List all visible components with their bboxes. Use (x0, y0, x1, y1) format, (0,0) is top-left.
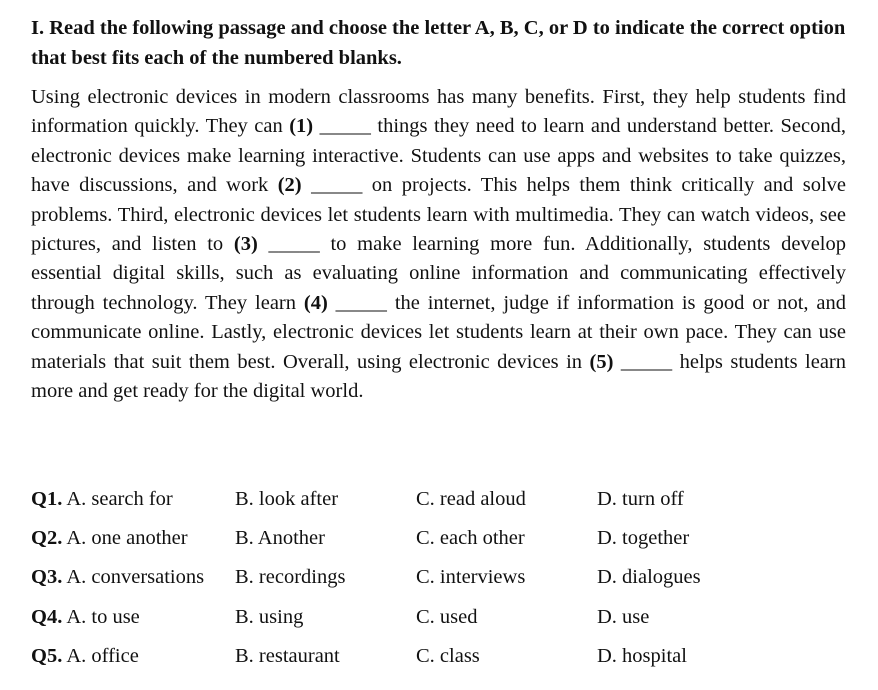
option-c[interactable]: C. interviews (416, 566, 526, 589)
option-b[interactable]: B. look after (235, 488, 339, 510)
option-c[interactable]: C. used (416, 605, 478, 628)
blank-line: _____ (313, 115, 378, 138)
question-label: Q4. (31, 605, 63, 628)
reading-passage (31, 83, 846, 406)
option-a[interactable]: Q5. A. office (31, 644, 139, 667)
question-label: Q3. (31, 566, 63, 589)
question-row (31, 602, 846, 641)
option-c[interactable]: C. each other (416, 527, 525, 550)
blank-number: (2) (277, 174, 302, 197)
option-d[interactable]: D. turn off (597, 488, 684, 510)
option-b[interactable]: B. using (235, 605, 304, 628)
option-b[interactable]: B. restaurant (235, 644, 340, 667)
question-row (31, 562, 846, 601)
option-c[interactable]: C. class (416, 644, 480, 667)
option-d[interactable]: D. together (597, 527, 690, 550)
question-label: Q5. (31, 644, 63, 667)
passage-text: the internet, judge if information is good or not, and communicate online. Lastly, electronic devices let students learn at their own pace. They can use materials that suit them best. Overall, using electronic devices in (31, 291, 846, 373)
option-b[interactable]: B. Another (235, 527, 325, 550)
option-d[interactable]: D. dialogues (597, 566, 701, 589)
instruction-heading: I. Read the following passage and choose the letter A, B, C, or D to indicate the correct option that best fits each of the numbered blanks. (31, 17, 846, 69)
passage-text: helps students learn more and get ready for the digital world. (31, 350, 846, 403)
passage-text: on projects. This helps them think critically and solve problems. Third, electronic devices let students learn with multimedia. They can watch videos, see pictures, and listen to (31, 174, 846, 256)
blank-number: (3) (233, 233, 258, 256)
option-a[interactable]: Q4. A. to use (31, 605, 140, 628)
question-row (31, 641, 846, 680)
option-a[interactable]: Q1. A. search for (31, 488, 173, 510)
question-list (31, 484, 846, 680)
blank-line: _____ (301, 174, 372, 197)
option-d[interactable]: D. use (597, 605, 650, 628)
blank-line: _____ (613, 350, 680, 373)
option-d[interactable]: D. hospital (597, 644, 687, 667)
option-a[interactable]: Q3. A. conversations (31, 566, 205, 589)
option-b[interactable]: B. recordings (235, 566, 346, 589)
passage-text: Using electronic devices in modern classrooms has many benefits. First, they help students find information quickly. They can (31, 86, 846, 138)
blank-number: (1) (289, 115, 314, 138)
question-label: Q1. (31, 488, 63, 510)
blank-number: (5) (589, 350, 614, 373)
question-row (31, 484, 846, 523)
option-c[interactable]: C. read aloud (416, 488, 526, 510)
blank-number: (4) (303, 291, 328, 314)
worksheet (31, 14, 846, 406)
blank-line: _____ (257, 233, 331, 256)
passage-text: things they need to learn and understand better. Second, electronic devices make learning interactive. Students can use apps and websites to take quizzes, have discussions, and work (31, 115, 846, 197)
blank-line: _____ (327, 291, 395, 314)
question-row (31, 523, 846, 562)
question-label: Q2. (31, 527, 63, 550)
option-a[interactable]: Q2. A. one another (31, 527, 188, 550)
passage-text: to make learning more fun. Additionally, students develop essential digital skills, such as evaluating online information and communicating effectively through technology. They learn (31, 233, 847, 314)
